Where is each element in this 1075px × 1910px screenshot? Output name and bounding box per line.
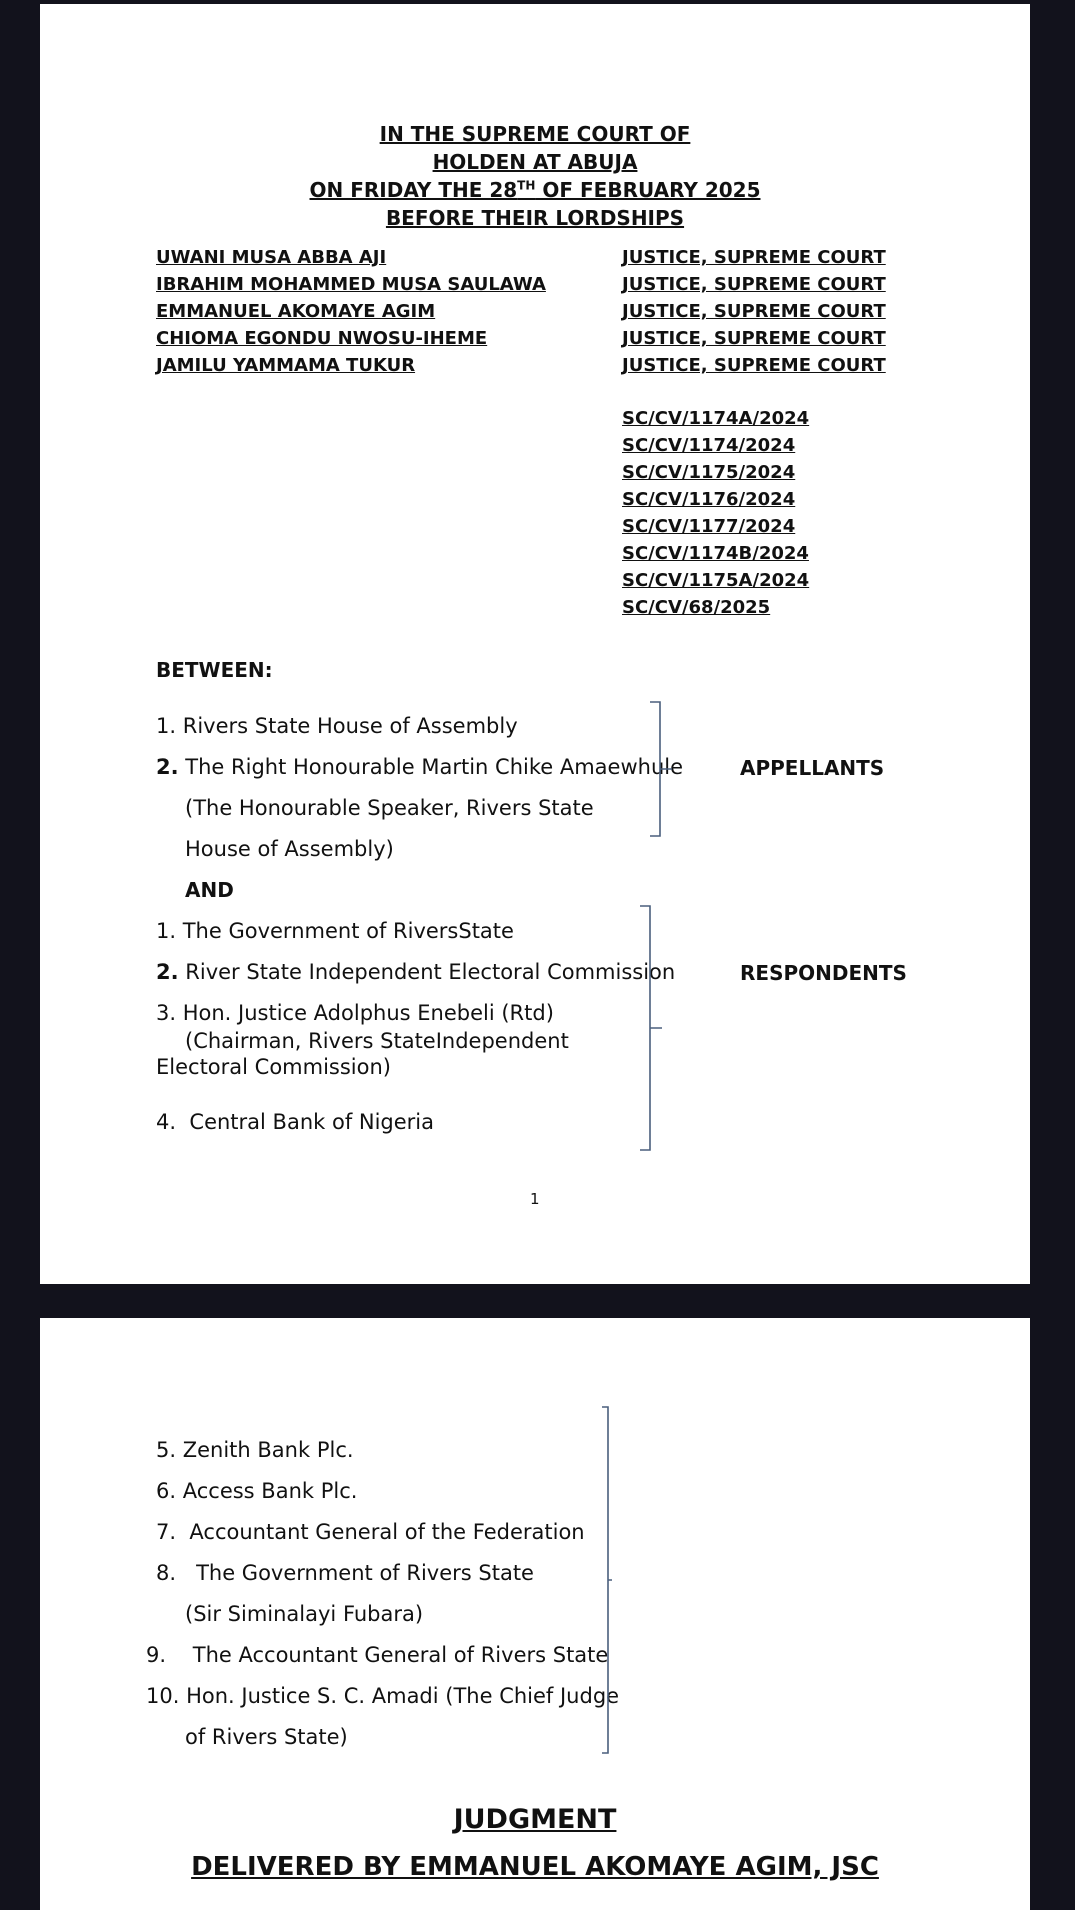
- justice-title: JUSTICE, SUPREME COURT: [622, 301, 886, 322]
- respondent-1: 1. The Government of RiversState: [156, 919, 514, 943]
- and-label: AND: [185, 878, 234, 902]
- appellants-brace: [650, 701, 680, 841]
- case-number: SC/CV/1174B/2024: [622, 543, 809, 564]
- judgment-date: ON FRIDAY THE 28TH OF FEBRUARY 2025: [309, 178, 761, 202]
- case-number: SC/CV/68/2025: [622, 597, 771, 618]
- justice-title: JUSTICE, SUPREME COURT: [622, 274, 886, 295]
- respondent-3-continuation: (Chairman, Rivers StateIndependent: [185, 1029, 569, 1053]
- case-number: SC/CV/1175/2024: [622, 462, 796, 483]
- between-label: BETWEEN:: [156, 658, 273, 682]
- appellant-1: 1. Rivers State House of Assembly: [156, 714, 518, 738]
- justice-name: EMMANUEL AKOMAYE AGIM: [156, 301, 436, 322]
- respondents-brace: [640, 905, 670, 1155]
- justice-name: JAMILU YAMMAMA TUKUR: [156, 355, 416, 376]
- appellant-2-continuation: House of Assembly): [185, 837, 394, 861]
- case-number: SC/CV/1177/2024: [622, 516, 796, 537]
- respondent-10: 10. Hon. Justice S. C. Amadi (The Chief Judge: [146, 1684, 620, 1708]
- appellants-label: APPELLANTS: [740, 756, 885, 780]
- lordships-heading: BEFORE THEIR LORDSHIPS: [385, 206, 685, 230]
- respondent-5: 5. Zenith Bank Plc.: [156, 1438, 354, 1462]
- delivered-by: DELIVERED BY EMMANUEL AKOMAYE AGIM, JSC: [191, 1852, 879, 1882]
- justice-title: JUSTICE, SUPREME COURT: [622, 355, 886, 376]
- respondent-8: 8. The Government of Rivers State: [156, 1561, 534, 1585]
- court-location: HOLDEN AT ABUJA: [432, 150, 638, 174]
- court-title: IN THE SUPREME COURT OF: [379, 122, 691, 146]
- case-number: SC/CV/1176/2024: [622, 489, 796, 510]
- case-number: SC/CV/1174A/2024: [622, 408, 810, 429]
- respondent-7: 7. Accountant General of the Federation: [156, 1520, 585, 1544]
- justice-title: JUSTICE, SUPREME COURT: [622, 328, 886, 349]
- respondent-8-continuation: (Sir Siminalayi Fubara): [185, 1602, 424, 1626]
- page-number: 1: [530, 1190, 540, 1208]
- respondents-label: RESPONDENTS: [740, 961, 907, 985]
- case-number: SC/CV/1174/2024: [622, 435, 796, 456]
- document-page-1: [40, 4, 1030, 1284]
- justice-title: JUSTICE, SUPREME COURT: [622, 247, 886, 268]
- respondent-4: 4. Central Bank of Nigeria: [156, 1110, 435, 1134]
- respondents-continued-brace: [602, 1406, 622, 1756]
- respondent-2: 2. River State Independent Electoral Commission: [156, 960, 676, 984]
- respondent-9: 9. The Accountant General of Rivers State: [146, 1643, 609, 1667]
- appellant-2: 2. The Right Honourable Martin Chike Amaewhule: [156, 755, 684, 779]
- case-number: SC/CV/1175A/2024: [622, 570, 810, 591]
- respondent-3: 3. Hon. Justice Adolphus Enebeli (Rtd): [156, 1001, 554, 1025]
- judgment-heading: JUDGMENT: [453, 1804, 617, 1835]
- justice-name: IBRAHIM MOHAMMED MUSA SAULAWA: [156, 274, 546, 295]
- respondent-10-continuation: of Rivers State): [185, 1725, 348, 1749]
- justice-name: UWANI MUSA ABBA AJI: [156, 247, 387, 268]
- justice-name: CHIOMA EGONDU NWOSU-IHEME: [156, 328, 488, 349]
- respondent-3-continuation: Electoral Commission): [156, 1055, 391, 1079]
- respondent-6: 6. Access Bank Plc.: [156, 1479, 358, 1503]
- document-page-2: [40, 1318, 1030, 1910]
- appellant-2-continuation: (The Honourable Speaker, Rivers State: [185, 796, 594, 820]
